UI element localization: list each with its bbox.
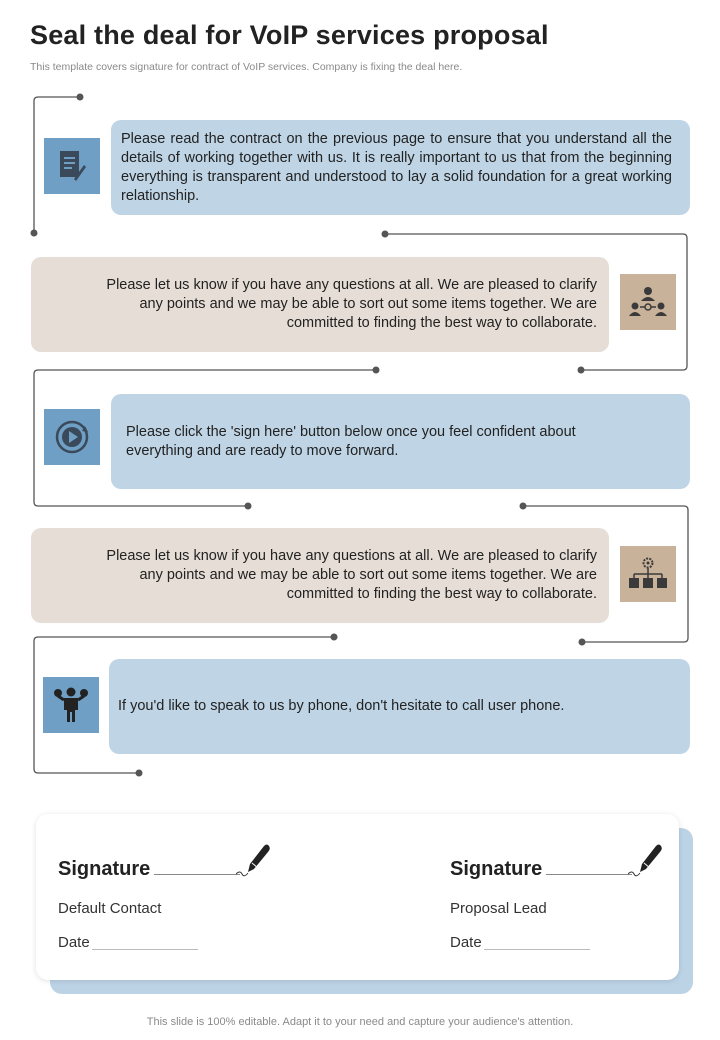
step-3-icon-tile: [44, 409, 100, 465]
pen-icon: [628, 842, 662, 878]
gear-hierarchy-icon: [628, 556, 668, 592]
step-2-icon-tile: [620, 274, 676, 330]
step-2-text: Please let us know if you have any questions at all. We are pleased to clarify any points and we may be able to sort out some items together. We are committed to finding the best way to collaborate.: [106, 277, 597, 331]
signature-block-proposal-lead: [450, 814, 720, 980]
document-pen-icon: [57, 149, 87, 183]
step-3-box: [111, 394, 690, 489]
signature-role: Proposal Lead: [450, 900, 547, 917]
date-line[interactable]: [484, 949, 590, 950]
date-label: Date: [450, 934, 482, 951]
signature-role: Default Contact: [58, 900, 162, 917]
step-1-box: [111, 120, 690, 215]
date-line[interactable]: [92, 949, 198, 950]
step-5-text: If you'd like to speak to us by phone, don't hesitate to call user phone.: [118, 698, 565, 714]
footer-note: This slide is 100% editable. Adapt it to your need and capture your audience's attention.: [146, 1016, 574, 1028]
step-4-text: Please let us know if you have any questions at all. We are pleased to clarify any points and we may be able to sort out some items together. We are committed to finding the best way to collaborate.: [106, 548, 597, 602]
step-4-box: [31, 528, 609, 623]
page-title: Seal the deal for VoIP services proposal: [30, 20, 549, 50]
step-4-icon-tile: [620, 546, 676, 602]
step-3-text: Please click the 'sign here' button below once you feel confident about everything and are ready to move forward.: [126, 423, 576, 459]
signature-block-default-contact: [58, 814, 338, 980]
signature-line[interactable]: [154, 874, 240, 875]
step-1-text: Please read the contract on the previous page to ensure that you understand all the details of working together with us. It is really important to us that from the beginning everything is transparent and understood to lay a solid foundation for a great working relationship.: [121, 130, 672, 204]
signature-heading: Signature: [58, 858, 151, 880]
pen-icon: [236, 842, 270, 878]
person-money-icon: [53, 686, 89, 724]
step-5-icon-tile: [43, 677, 99, 733]
team-network-icon: [628, 285, 668, 319]
signature-card: [36, 814, 679, 980]
play-refresh-icon: [53, 418, 91, 456]
signature-line[interactable]: [546, 874, 632, 875]
signature-heading: Signature: [450, 858, 543, 880]
step-1-icon-tile: [44, 138, 100, 194]
step-2-box: [31, 257, 609, 352]
page-subtitle: This template covers signature for contract of VoIP services. Company is fixing the deal here.: [30, 61, 463, 73]
step-5-box: [109, 659, 690, 754]
date-label: Date: [58, 934, 90, 951]
